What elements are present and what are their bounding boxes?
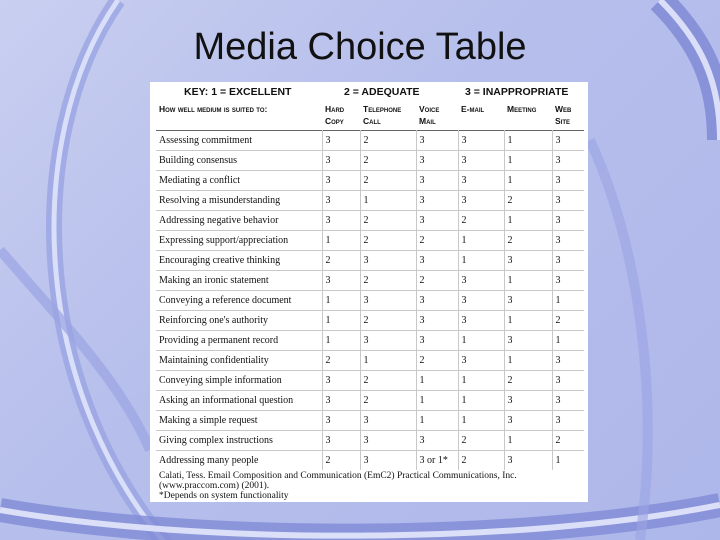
rating-key [160, 86, 584, 100]
rating-cell: 1 [416, 411, 458, 431]
media-choice-table-image [150, 82, 588, 502]
rating-cell: 3 [322, 271, 360, 291]
table-row [156, 151, 584, 171]
column-header [360, 102, 416, 131]
media-choice-table [156, 102, 584, 470]
rating-cell: 2 [504, 191, 552, 211]
rating-cell: 3 [322, 431, 360, 451]
column-header-line1: Web [555, 104, 572, 114]
rating-cell: 3 [552, 391, 584, 411]
rating-cell: 2 [322, 351, 360, 371]
rating-cell: 2 [458, 211, 504, 231]
rating-cell: 2 [504, 371, 552, 391]
rating-cell: 1 [458, 371, 504, 391]
rating-cell: 1 [504, 271, 552, 291]
slide-title: Media Choice Table [193, 26, 527, 68]
column-header-line1: Hard [325, 104, 345, 114]
key-adequate: 2 = ADEQUATE [344, 86, 420, 98]
rating-cell: 1 [504, 311, 552, 331]
table-header-row [156, 102, 584, 131]
rating-cell: 3 [416, 251, 458, 271]
rating-cell: 1 [552, 291, 584, 311]
row-label-cell: Providing a permanent record [156, 331, 322, 351]
rating-cell: 3 [416, 431, 458, 451]
rating-cell: 3 [552, 351, 584, 371]
rating-cell: 3 [416, 331, 458, 351]
rating-cell: 1 [322, 291, 360, 311]
table-row [156, 351, 584, 371]
rating-cell: 3 [458, 351, 504, 371]
rating-cell: 3 [416, 171, 458, 191]
key-inappropriate: 3 = INAPPROPRIATE [465, 86, 569, 98]
table-row [156, 451, 584, 471]
table-row [156, 131, 584, 151]
rating-cell: 2 [360, 211, 416, 231]
column-header-line1: Meeting [507, 104, 537, 114]
rating-cell: 1 [322, 331, 360, 351]
rating-cell: 3 [552, 271, 584, 291]
rating-cell: 3 [552, 131, 584, 151]
rating-cell: 2 [416, 231, 458, 251]
row-label-cell: Reinforcing one's authority [156, 311, 322, 331]
rating-cell: 2 [458, 451, 504, 471]
rating-cell: 3 [552, 251, 584, 271]
footnotes [159, 471, 583, 501]
column-header [416, 102, 458, 131]
rating-cell: 1 [458, 331, 504, 351]
table-body [156, 131, 584, 471]
column-header [552, 102, 584, 131]
row-label-cell: Addressing negative behavior [156, 211, 322, 231]
row-label-cell: Asking an informational question [156, 391, 322, 411]
citation-line: Calati, Tess. Email Composition and Communication (EmC2) Practical Communications, Inc. [159, 471, 517, 481]
rating-cell: 2 [360, 391, 416, 411]
rating-cell: 3 [416, 311, 458, 331]
rating-cell: 3 [458, 191, 504, 211]
rating-cell: 1 [504, 431, 552, 451]
rating-cell: 3 [322, 191, 360, 211]
rating-cell: 1 [416, 371, 458, 391]
column-header [504, 102, 552, 131]
rating-cell: 1 [322, 311, 360, 331]
rating-cell: 3 [360, 291, 416, 311]
rating-cell: 3 [322, 371, 360, 391]
rating-cell: 3 [360, 411, 416, 431]
column-header-line1: How well medium is suited to: [159, 104, 268, 114]
row-label-cell: Conveying simple information [156, 371, 322, 391]
table-row [156, 331, 584, 351]
rating-cell: 3 or 1* [416, 451, 458, 471]
table-row [156, 291, 584, 311]
rating-cell: 3 [504, 291, 552, 311]
rating-cell: 3 [416, 191, 458, 211]
rating-cell: 2 [504, 231, 552, 251]
rating-cell: 1 [458, 391, 504, 411]
rating-cell: 3 [416, 131, 458, 151]
footnote-asterisk: *Depends on system functionality [159, 491, 289, 501]
row-label-cell: Making an ironic statement [156, 271, 322, 291]
key-excellent: KEY: 1 = EXCELLENT [184, 86, 292, 98]
rating-cell: 3 [504, 451, 552, 471]
rating-cell: 1 [504, 151, 552, 171]
row-label-cell: Giving complex instructions [156, 431, 322, 451]
citation-url: (www.praccom.com) (2001). [159, 481, 270, 491]
rating-cell: 3 [360, 431, 416, 451]
rating-cell: 2 [416, 271, 458, 291]
rating-cell: 3 [552, 151, 584, 171]
table-row [156, 211, 584, 231]
rating-cell: 2 [360, 171, 416, 191]
rating-cell: 3 [458, 271, 504, 291]
rating-cell: 3 [458, 131, 504, 151]
column-header [458, 102, 504, 131]
rating-cell: 3 [504, 391, 552, 411]
table-row [156, 371, 584, 391]
row-label-cell: Making a simple request [156, 411, 322, 431]
column-header-line1: Voice [419, 104, 440, 114]
column-header [156, 102, 322, 131]
rating-cell: 3 [416, 151, 458, 171]
rating-cell: 3 [322, 391, 360, 411]
rating-cell: 2 [322, 251, 360, 271]
row-label-cell: Resolving a misunderstanding [156, 191, 322, 211]
rating-cell: 2 [360, 371, 416, 391]
rating-cell: 2 [360, 131, 416, 151]
rating-cell: 1 [504, 351, 552, 371]
rating-cell: 2 [360, 231, 416, 251]
rating-cell: 2 [360, 271, 416, 291]
table-row [156, 171, 584, 191]
table-row [156, 251, 584, 271]
rating-cell: 3 [504, 331, 552, 351]
rating-cell: 3 [322, 151, 360, 171]
rating-cell: 1 [504, 131, 552, 151]
table-row [156, 191, 584, 211]
rating-cell: 3 [416, 291, 458, 311]
rating-cell: 3 [504, 411, 552, 431]
table-row [156, 271, 584, 291]
rating-cell: 2 [322, 451, 360, 471]
rating-cell: 1 [458, 251, 504, 271]
rating-cell: 1 [458, 411, 504, 431]
row-label-cell: Maintaining confidentiality [156, 351, 322, 371]
rating-cell: 3 [552, 171, 584, 191]
rating-cell: 1 [504, 211, 552, 231]
column-header-line1: Telephone [363, 104, 402, 114]
column-header-line2: Call [363, 116, 381, 126]
rating-cell: 1 [360, 191, 416, 211]
rating-cell: 1 [416, 391, 458, 411]
rating-cell: 3 [458, 311, 504, 331]
row-label-cell: Encouraging creative thinking [156, 251, 322, 271]
rating-cell: 3 [552, 231, 584, 251]
rating-cell: 2 [416, 351, 458, 371]
rating-cell: 1 [552, 331, 584, 351]
rating-cell: 3 [552, 411, 584, 431]
rating-cell: 3 [322, 211, 360, 231]
table-row [156, 311, 584, 331]
rating-cell: 3 [552, 191, 584, 211]
rating-cell: 2 [360, 151, 416, 171]
rating-cell: 3 [322, 131, 360, 151]
row-label-cell: Assessing commitment [156, 131, 322, 151]
column-header [322, 102, 360, 131]
rating-cell: 3 [322, 411, 360, 431]
rating-cell: 1 [322, 231, 360, 251]
rating-cell: 3 [458, 291, 504, 311]
row-label-cell: Mediating a conflict [156, 171, 322, 191]
row-label-cell: Building consensus [156, 151, 322, 171]
rating-cell: 3 [504, 251, 552, 271]
rating-cell: 3 [552, 371, 584, 391]
rating-cell: 3 [458, 171, 504, 191]
rating-cell: 2 [458, 431, 504, 451]
table-row [156, 431, 584, 451]
rating-cell: 3 [416, 211, 458, 231]
rating-cell: 3 [360, 251, 416, 271]
column-header-line1: E-mail [461, 104, 485, 114]
column-header-line2: Copy [325, 116, 344, 126]
rating-cell: 2 [360, 311, 416, 331]
column-header-line2: Mail [419, 116, 436, 126]
rating-cell: 2 [552, 311, 584, 331]
rating-cell: 2 [552, 431, 584, 451]
row-label-cell: Addressing many people [156, 451, 322, 471]
rating-cell: 3 [360, 331, 416, 351]
table-row [156, 391, 584, 411]
column-header-line2: Site [555, 116, 571, 126]
row-label-cell: Conveying a reference document [156, 291, 322, 311]
row-label-cell: Expressing support/appreciation [156, 231, 322, 251]
rating-cell: 3 [552, 211, 584, 231]
rating-cell: 1 [552, 451, 584, 471]
rating-cell: 3 [322, 171, 360, 191]
rating-cell: 3 [458, 151, 504, 171]
table-row [156, 411, 584, 431]
rating-cell: 1 [360, 351, 416, 371]
table-row [156, 231, 584, 251]
rating-cell: 1 [504, 171, 552, 191]
rating-cell: 3 [360, 451, 416, 471]
rating-cell: 1 [458, 231, 504, 251]
